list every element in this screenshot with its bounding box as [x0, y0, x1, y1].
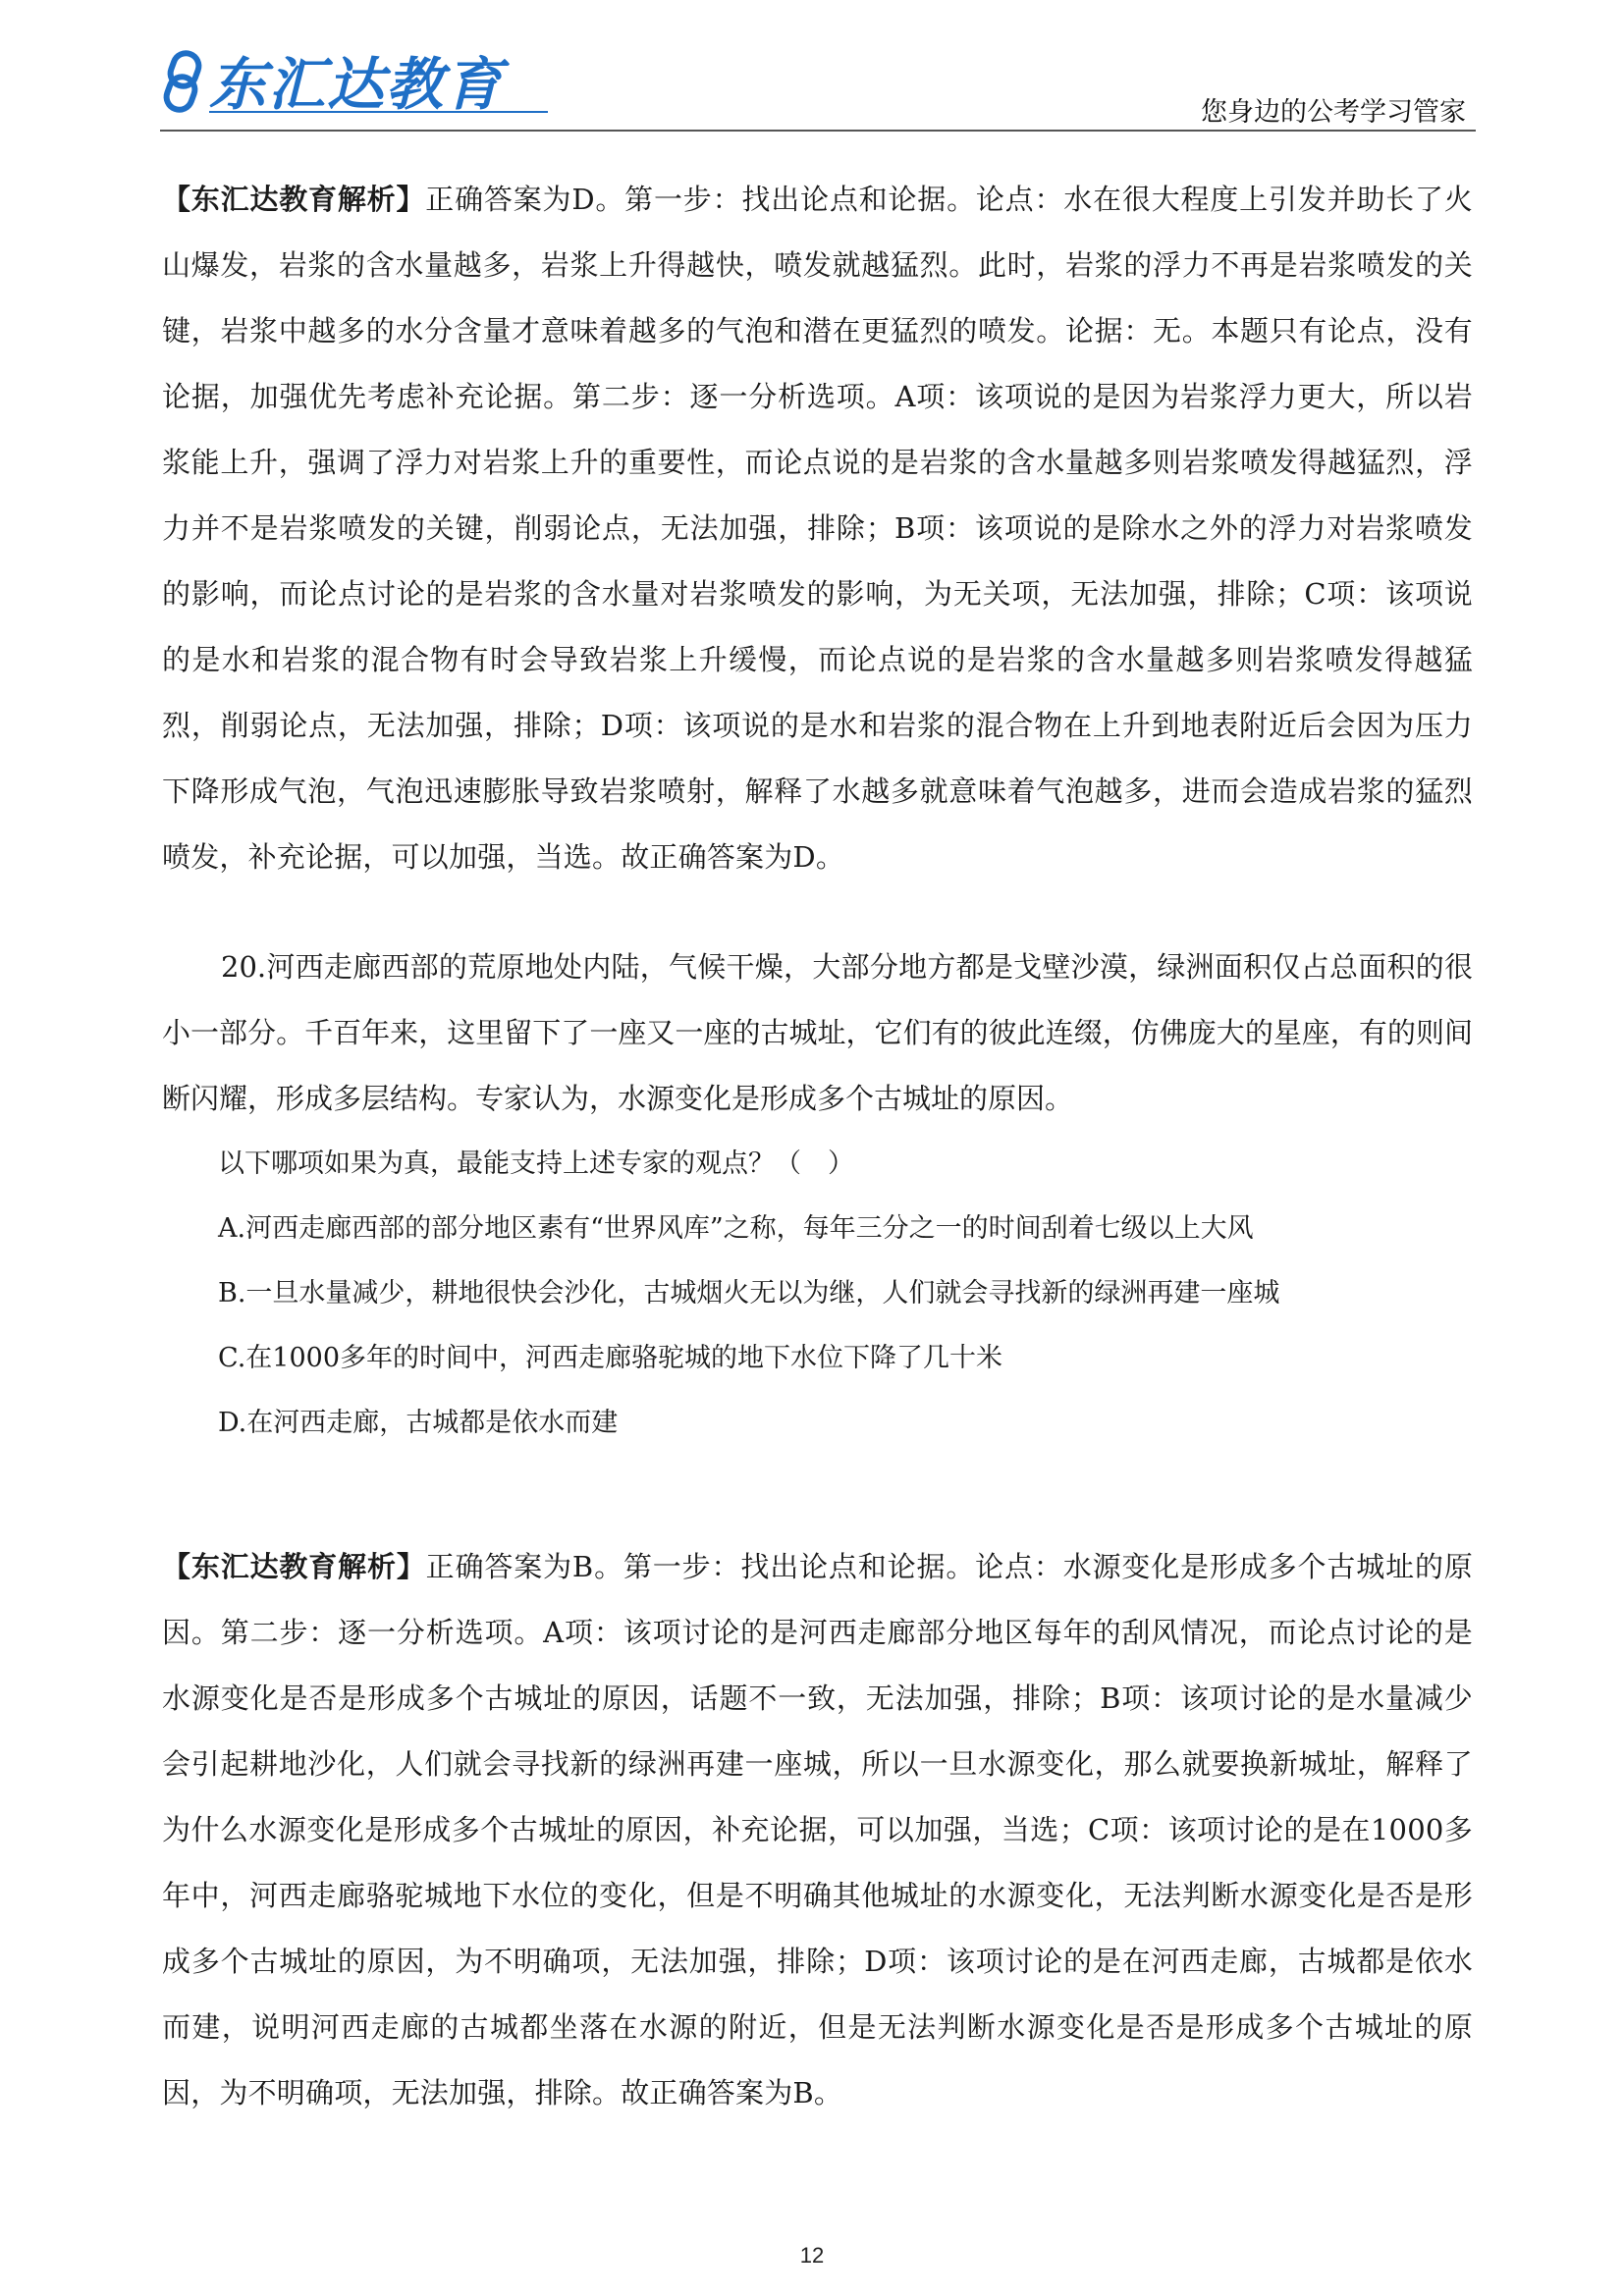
option-b: B.一旦水量减少，耕地很快会沙化，古城烟火无以为继，人们就会寻找新的绿洲再建一座城 [218, 1278, 1280, 1308]
brand-logo-graphic [160, 39, 592, 123]
analysis-body: 正确答案为B。第一步：找出论点和论据。论点：水源变化是形成多个古城址的原因。第二步：逐一分析选项。A项：该项讨论的是河西走廊部分地区每年的刮风情况，而论点讨论的是水源变化是否是形成多个古城址的原因，话题不一致，无法加强，排除；B项：该项讨论的是水量减少会引起耕地沙化，人们就会寻找新的绿洲再建一座城，所以一旦水源变化，那么就要换新城址，解释了为什么水源变化是形成多个古城址的原因，补充论据，可以加强，当选；C项：该项讨论的是在1000多年中，河西走廊骆驼城地下水位的变化，但是不明确其他城址的水源变化，无法判断水源变化是否是形成多个古城址的原因，为不明确项，无法加强，排除；D项：该项讨论的是在河西走廊，古城都是依水而建，说明河西走廊的古城都坐落在水源的附近，但是无法判断水源变化是否是形成多个古城址的原因，为不明确项，无法加强，排除。故正确答案为B。 [162, 1550, 1473, 2109]
page-header [160, 39, 1476, 133]
spacer [162, 1456, 1473, 1534]
spacer [162, 890, 1473, 934]
analysis-body: 正确答案为D。第一步：找出论点和论据。论点：水在很大程度上引发并助长了火山爆发，岩浆的含水量越多，岩浆上升得越快，喷发就越猛烈。此时，岩浆的浮力不再是岩浆喷发的关键，岩浆中越多的水分含量才意味着越多的气泡和潜在更猛烈的喷发。论据：无。本题只有论点，没有论据，加强优先考虑补充论据。第二步：逐一分析选项。A项：该项说的是因为岩浆浮力更大，所以岩浆能上升，强调了浮力对岩浆上升的重要性，而论点说的是岩浆的含水量越多则岩浆喷发得越猛烈，浮力并不是岩浆喷发的关键，削弱论点，无法加强，排除；B项：该项说的是除水之外的浮力对岩浆喷发的影响，而论点讨论的是岩浆的含水量对岩浆喷发的影响，为无关项，无法加强，排除；C项：该项说的是水和岩浆的混合物有时会导致岩浆上升缓慢，而论点说的是岩浆的含水量越多则岩浆喷发得越猛烈，削弱论点，无法加强，排除；D项：该项说的是水和岩浆的混合物在上升到地表附近后会因为压力下降形成气泡，气泡迅速膨胀导致岩浆喷射，解释了水越多就意味着气泡越多，进而会造成岩浆的猛烈喷发，补充论据，可以加强，当选。故正确答案为D。 [162, 183, 1473, 874]
analysis-tag: 【东汇达教育解析】 [162, 183, 426, 216]
analysis-20 [162, 1534, 1473, 2126]
option-c: C.在1000多年的时间中，河西走廊骆驼城的地下水位下降了几十米 [218, 1343, 1002, 1373]
question-20-prompt: 以下哪项如果为真，最能支持上述专家的观点？（ ） [218, 1148, 854, 1179]
question-20-stem: 20.河西走廊西部的荒原地处内陆，气候干燥，大部分地方都是戈壁沙漠，绿洲面积仅占总面积的很小一部分。千百年来，这里留下了一座又一座的古城址，它们有的彼此连缀，仿佛庞大的星座，有的则间断闪耀，形成多层结构。专家认为，水源变化是形成多个古城址的原因。 [162, 950, 1473, 1115]
page-number: 12 [799, 2243, 825, 2268]
header-slogan: 您身边的公考学习管家 [1201, 97, 1466, 128]
brand-logo [160, 39, 592, 123]
page-content [162, 167, 1473, 2126]
option-a: A.河西走廊西部的部分地区素有“世界风库”之称，每年三分之一的时间刮着七级以上大风 [218, 1213, 1254, 1244]
analysis-19 [162, 167, 1473, 890]
option-d: D.在河西走廊，古城都是依水而建 [218, 1408, 619, 1438]
svg-text:东汇达教育: 东汇达教育 [209, 51, 505, 118]
analysis-tag: 【东汇达教育解析】 [162, 1550, 426, 1583]
header-divider [160, 130, 1476, 132]
